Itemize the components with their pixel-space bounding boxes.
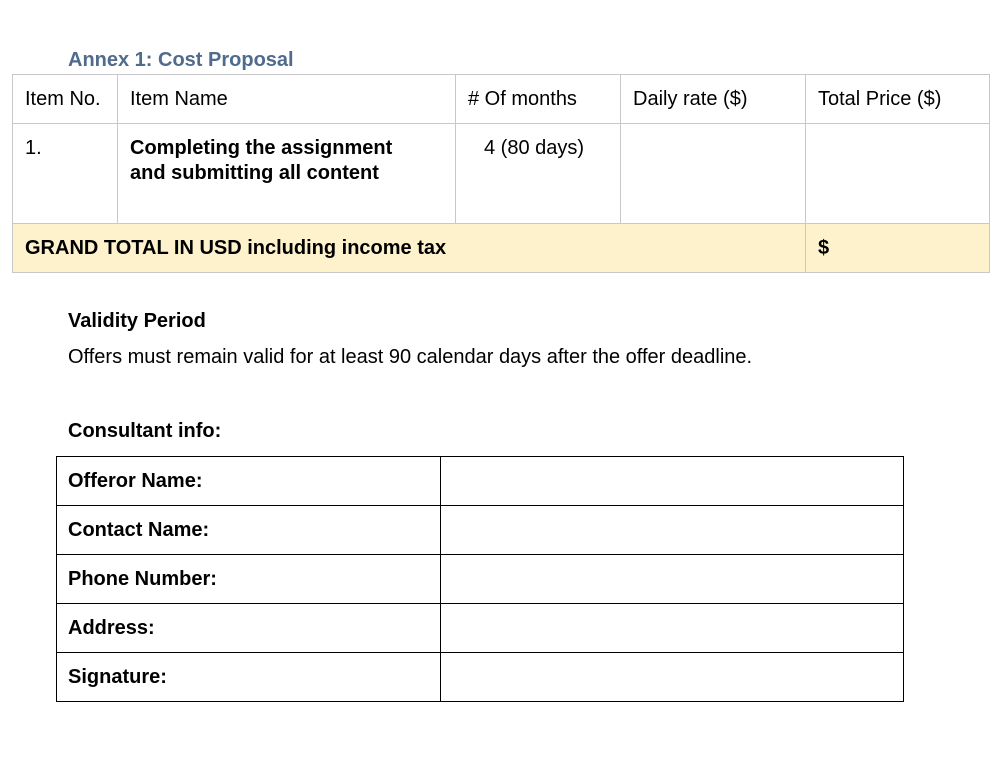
table-row — [57, 457, 904, 506]
item-no-cell: 1. — [13, 124, 118, 224]
cost-proposal-table — [12, 74, 990, 273]
phone-number-field[interactable] — [441, 555, 904, 604]
signature-field[interactable] — [441, 653, 904, 702]
months-cell: 4 (80 days) — [456, 124, 621, 224]
item-name-line1: Completing the assignment — [130, 137, 393, 159]
header-total-price: Total Price ($) — [806, 75, 990, 124]
header-item-name: Item Name — [118, 75, 456, 124]
item-name-cell — [118, 124, 456, 224]
header-daily-rate: Daily rate ($) — [621, 75, 806, 124]
grand-total-label: GRAND TOTAL IN USD including income tax — [13, 224, 806, 273]
offeror-name-label: Offeror Name: — [57, 457, 441, 506]
signature-label: Signature: — [57, 653, 441, 702]
offeror-name-field[interactable] — [441, 457, 904, 506]
grand-total-value[interactable]: $ — [806, 224, 990, 273]
table-row — [57, 604, 904, 653]
table-row — [13, 124, 990, 224]
address-label: Address: — [57, 604, 441, 653]
validity-heading: Validity Period — [68, 310, 206, 332]
table-row — [57, 653, 904, 702]
header-months: # Of months — [456, 75, 621, 124]
table-row — [57, 506, 904, 555]
address-field[interactable] — [441, 604, 904, 653]
contact-name-field[interactable] — [441, 506, 904, 555]
cost-table-header-row — [13, 75, 990, 124]
contact-name-label: Contact Name: — [57, 506, 441, 555]
daily-rate-cell[interactable] — [621, 124, 806, 224]
total-price-cell[interactable] — [806, 124, 990, 224]
consultant-info-table — [56, 456, 904, 702]
annex-title: Annex 1: Cost Proposal — [68, 49, 294, 71]
phone-number-label: Phone Number: — [57, 555, 441, 604]
validity-text: Offers must remain valid for at least 90 calendar days after the offer deadline. — [68, 346, 753, 368]
consultant-heading: Consultant info: — [68, 420, 222, 442]
header-item-no: Item No. — [13, 75, 118, 124]
grand-total-row — [13, 224, 990, 273]
table-row — [57, 555, 904, 604]
item-name-line2: and submitting all content — [130, 162, 379, 184]
